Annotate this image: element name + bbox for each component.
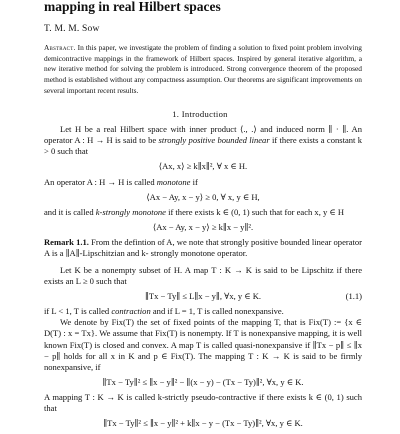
paragraph-7: A mapping T : K → K is called k-strictly pseudo-contractive if there exists k ∈ (0, 1) such that [44,392,362,414]
equation-5: ∥Tx − Ty∥² ≤ ∥x − y∥² − ∥(x − y) − (Tx − Ty)∥², ∀x, y ∈ K. [102,376,304,387]
equation-6: ∥Tx − Ty∥² ≤ ∥x − y∥² + k∥x − y − (Tx − Ty)∥², ∀x, y ∈ K. [103,418,303,429]
remark-text: From the defintion of A, we note that strongly positive bounded linear operator A is a ∥A∥-Lipschitzian and k- strongly monotone operator. [44,237,362,259]
abstract [44,43,362,97]
equation-3: ⟨Ax − Ay, x − y⟩ ≥ k∥x − y∥². [152,222,254,233]
abstract-text: In this paper, we investigate the problem of finding a solution to fixed point problem involving demicontractive mappings in the framework of Hilbert spaces. Inspired by general iterative algorithm, a new iterative method for solving the problem is introduced. Strong convergence theorem of the proposed method is established without any compactness assumption. Our theorems are significant improvements on several important recent results. [44,43,362,95]
equation-2: ⟨Ax − Ay, x − y⟩ ≥ 0, ∀ x, y ∈ H, [146,191,260,202]
text-segment: if [190,176,198,187]
section-heading: 1. Introduction [172,109,228,119]
emphasis: monotone [156,176,191,187]
emphasis: strongly positive bounded linear [158,135,270,146]
equation-4 [44,291,362,302]
emphasis: contraction [111,306,151,317]
paragraph-1 [44,124,362,157]
paragraph-6: We denote by Fix(T) the set of fixed points of the mapping T, that is Fix(T) := {x ∈ D(T) : x = Tx}. We assume that Fix(T) is nonempty. If T is nonexpansive mapping, it is well known Fix(T) is closed and convex. A map T is called quasi-nonexpansive if ∥Tx − p∥ ≤ ∥x − p∥ holds for all x in K and p ∈ Fix(T). The mapping T : K → K is said to be firmly nonexpansive, if [44,317,362,372]
paragraph-2 [44,177,362,188]
author-name: T. M. M. Sow [44,24,100,34]
equation-1: ⟨Ax, x⟩ ≥ k∥x∥², ∀ x ∈ H. [158,161,248,172]
text-segment: if there exists a constant k > 0 such that [44,135,362,157]
text-segment: An operator A : H → H is called [44,176,157,187]
paragraph-3 [44,207,362,218]
text-segment: and it is called [44,206,96,217]
text-segment: and if L = 1, T is called nonexpansive. [150,306,284,317]
paragraph-4: Let K be a nonempty subset of H. A map T : K → K is said to be Lipschitz if there exists an L ≥ 0 such that [44,264,362,286]
body-text [44,124,362,434]
text-segment: if L < 1, T is called [44,306,112,317]
remark [44,237,362,259]
emphasis: k-strongly monotone [95,206,166,217]
equation-number: (1.1) [345,290,362,301]
remark-label: Remark 1.1. [44,237,89,248]
abstract-label: Abstract. [44,43,76,52]
paper-title: mapping in real Hilbert spaces [44,0,221,14]
equation-4-text: ∥Tx − Ty∥ ≤ L∥x − y∥, ∀x, y ∈ K. [144,290,262,301]
text-segment: Let H be a real Hilbert space with inner product ⟨., .⟩ and induced norm ∥ · ∥. An operator A : H → H is said to be [44,124,362,146]
paragraph-5 [44,306,362,317]
text-segment: if there exists k ∈ (0, 1) such that for each x, y ∈ H [165,206,345,217]
